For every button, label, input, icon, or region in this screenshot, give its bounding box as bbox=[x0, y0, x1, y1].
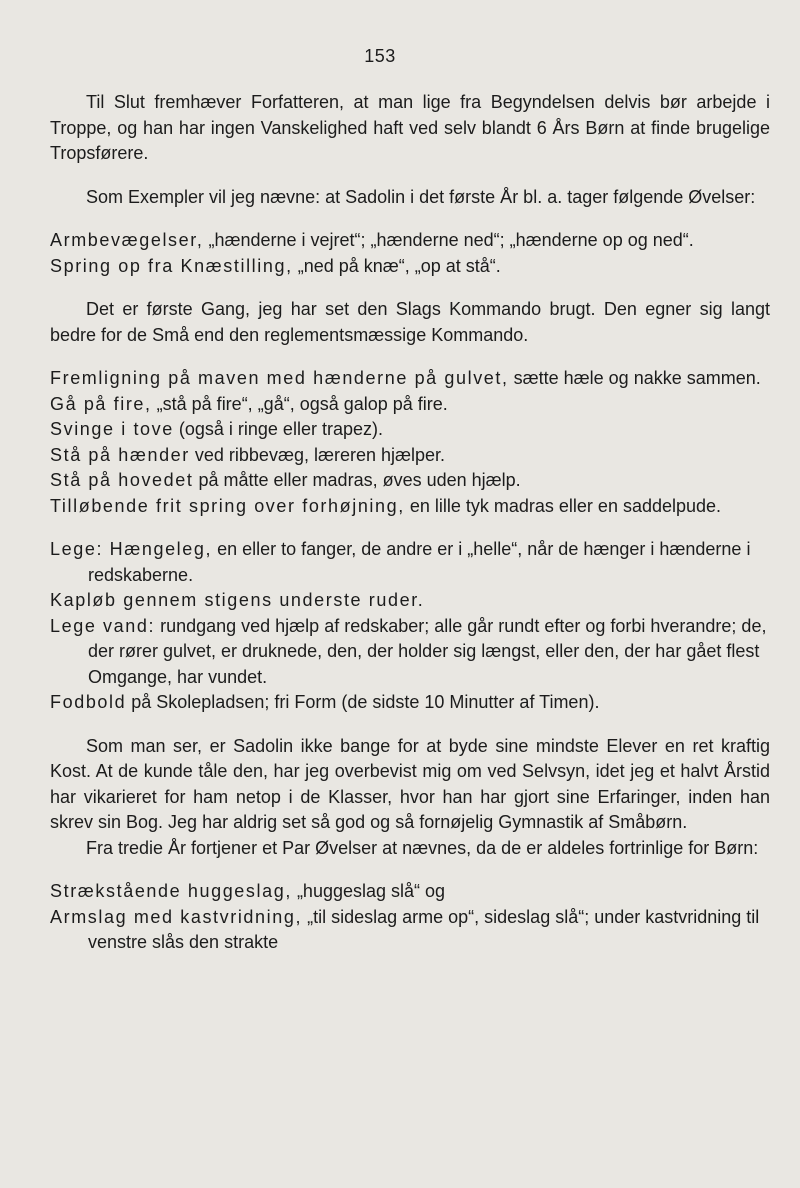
exercise-term: Stå på hænder bbox=[50, 444, 190, 465]
list-item bbox=[50, 254, 770, 280]
exercise-list bbox=[50, 537, 770, 716]
exercise-text: „til sideslag arme op“, sideslag slå“; under kastvridning til venstre slås den strakte bbox=[88, 906, 760, 952]
exercise-list bbox=[50, 879, 770, 956]
list-item bbox=[50, 228, 770, 254]
exercise-text: „hænderne i vejret“; „hænderne ned“; „hænderne op og ned“. bbox=[203, 230, 694, 250]
exercise-term: Tilløbende frit spring over forhøjning, bbox=[50, 495, 405, 516]
list-item bbox=[50, 417, 770, 443]
list-item bbox=[50, 905, 770, 956]
exercise-term: Armbevægelser, bbox=[50, 230, 204, 250]
list-item bbox=[50, 588, 770, 614]
exercise-text: „huggeslag slå“ og bbox=[291, 881, 446, 901]
list-item bbox=[50, 443, 770, 469]
exercise-text: en lille tyk madras eller en saddelpude. bbox=[404, 495, 722, 516]
exercise-list bbox=[50, 366, 770, 519]
exercise-text: en eller to fanger, de andre er i „helle“, når de hænger i hænderne i redskaberne. bbox=[88, 539, 751, 585]
page-body bbox=[50, 90, 770, 956]
exercise-term: Fodbold bbox=[50, 692, 127, 712]
list-item bbox=[50, 879, 770, 905]
page-number: 153 bbox=[364, 46, 396, 66]
exercise-term: Svinge i tove bbox=[50, 419, 174, 439]
paragraph: Det er første Gang, jeg har set den Slags Kommando brugt. Den egner sig langt bedre for de Små end den reglementsmæssige Kommando. bbox=[50, 299, 770, 345]
exercise-term: Gå på fire, bbox=[50, 393, 152, 414]
exercise-text: (også i ringe eller trapez). bbox=[173, 419, 383, 439]
exercise-term: Lege vand: bbox=[50, 615, 156, 636]
list-item bbox=[50, 537, 770, 588]
list-item bbox=[50, 468, 770, 494]
exercise-list bbox=[50, 228, 770, 279]
exercise-text: sætte hæle og nakke sammen. bbox=[508, 368, 761, 388]
exercise-text: ved ribbevæg, læreren hjælper. bbox=[189, 444, 446, 465]
list-item bbox=[50, 366, 770, 392]
exercise-text: på måtte eller madras, øves uden hjælp. bbox=[193, 470, 521, 490]
exercise-term: Strækstående huggeslag, bbox=[50, 881, 292, 901]
exercise-term: Armslag med kastvridning, bbox=[50, 906, 303, 927]
exercise-text: „stå på fire“, „gå“, også galop på fire. bbox=[151, 393, 448, 414]
list-item bbox=[50, 690, 770, 716]
exercise-text: „ned på knæ“, „op at stå“. bbox=[292, 255, 501, 276]
exercise-term: Stå på hovedet bbox=[50, 470, 194, 490]
exercise-term: Kapløb gennem stigens underste ruder. bbox=[50, 590, 425, 610]
paragraph: Fra tredie År fortjener et Par Øvelser at nævnes, da de er aldeles fortrinlige for Børn: bbox=[86, 837, 759, 858]
exercise-term: Fremligning på maven med hænderne på gulvet, bbox=[50, 368, 509, 388]
list-item bbox=[50, 614, 770, 691]
paragraph: Som Exempler vil jeg nævne: at Sadolin i det første År bl. a. tager følgende Øvelser: bbox=[86, 186, 756, 207]
exercise-term: Spring op fra Knæstilling, bbox=[50, 255, 293, 276]
list-item bbox=[50, 494, 770, 520]
paragraph: Som man ser, er Sadolin ikke bange for at byde sine mindste Elever en ret kraftig Kost. At de kunde tåle den, har jeg overbevist mig om ved Selvsyn, idet jeg et halvt Årstid har vikarieret for ham netop i de Klasser, hvor han har gjort sine Erfaringer, inden han skrev sin Bog. Jeg har aldrig set så god og så fornøjelig Gymnastik af Småbørn. bbox=[50, 735, 770, 832]
list-item bbox=[50, 392, 770, 418]
exercise-term: Lege: Hængeleg, bbox=[50, 539, 213, 559]
exercise-text: på Skolepladsen; fri Form (de sidste 10 Minutter af Timen). bbox=[126, 692, 600, 712]
exercise-text: rundgang ved hjælp af redskaber; alle går rundt efter og forbi hverandre; de, der rører gulvet, er druknede, den, der holder sig længst, eller den, der har gået flest Omgange, har vundet. bbox=[88, 615, 767, 687]
paragraph: Til Slut fremhæver Forfatteren, at man lige fra Begyndelsen delvis bør arbejde i Troppe, og han har ingen Vanskelighed haft ved selv blandt 6 Års Børn at finde brugelige Tropsførere. bbox=[50, 92, 770, 163]
